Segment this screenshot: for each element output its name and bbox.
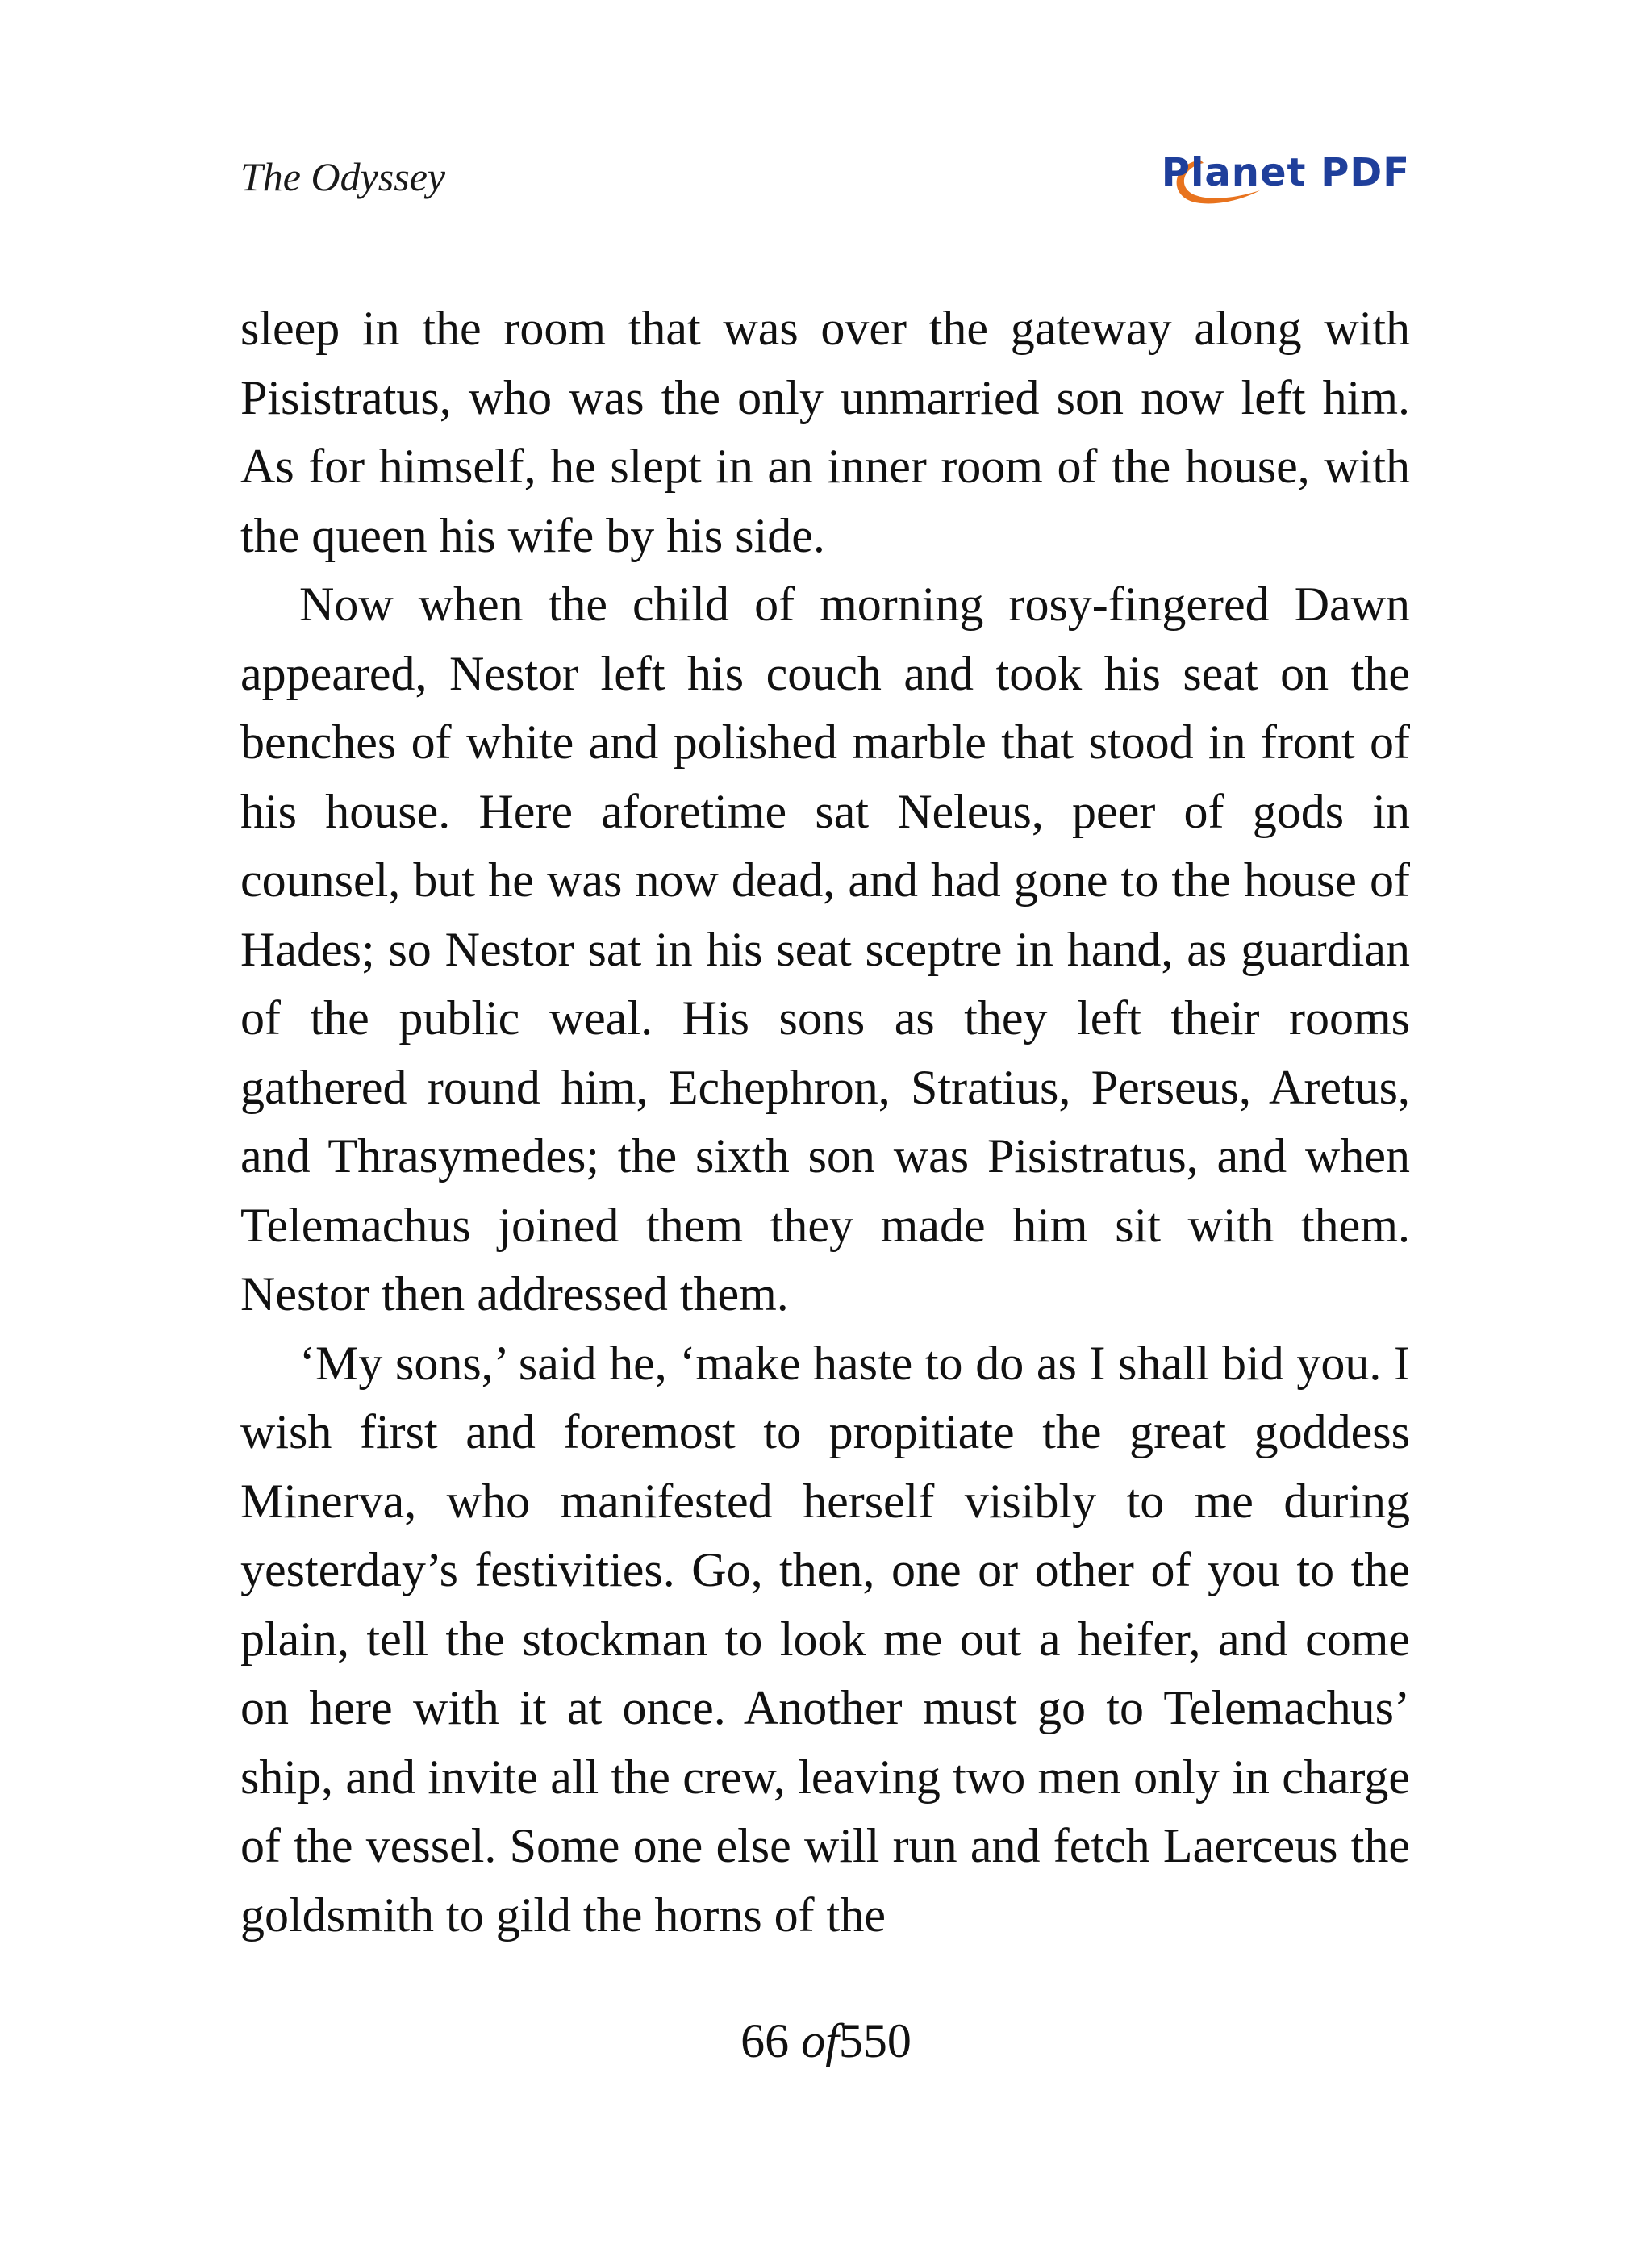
paragraph: ‘My sons,’ said he, ‘make haste to do as I shall bid you. I wish first and foremost to propitiate the great goddess Minerva, who manifested herself visibly to me during yesterday’s festivities. Go, then, one or other of you to the plain, tell the stockman to look me out a heifer, and come on here with it at once. Another must go to Telemachus’ ship, and invite all the crew, leaving two men only in charge of the vessel. Some one else will run and fetch Laerceus the goldsmith to gild the horns of the <box>240 1336 1410 1942</box>
logo-text: Planet PDF <box>1161 150 1410 195</box>
page-header <box>240 145 1410 218</box>
paragraph: Now when the child of morning rosy-fingered Dawn appeared, Nestor left his couch and took his seat on the benches of white and polished marble that stood in front of his house. Here aforetime sat Neleus, peer of gods in counsel, but he was now dead, and had gone to the house of Hades; so Nestor sat in his seat sceptre in hand, as guardian of the public weal. His sons as they left their rooms gathered round him, Echephron, Stratius, Perseus, Aretus, and Thrasymedes; the sixth son was Pisistratus, and when Telemachus joined them they made him sit with them. Nestor then addressed them. <box>240 578 1410 1321</box>
paragraph: sleep in the room that was over the gateway along with Pisistratus, who was the only unmarried son now left him. As for himself, he slept in an inner room of the house, with the queen his wife by his side. <box>240 302 1410 562</box>
planet-pdf-logo <box>1161 145 1410 210</box>
page-total: 550 <box>838 2014 912 2067</box>
page-current: 66 <box>740 2014 790 2067</box>
book-title: The Odyssey <box>240 154 446 199</box>
page-of-label: of <box>801 2014 839 2067</box>
page-number <box>0 2013 1652 2069</box>
page-body <box>240 294 1410 1950</box>
